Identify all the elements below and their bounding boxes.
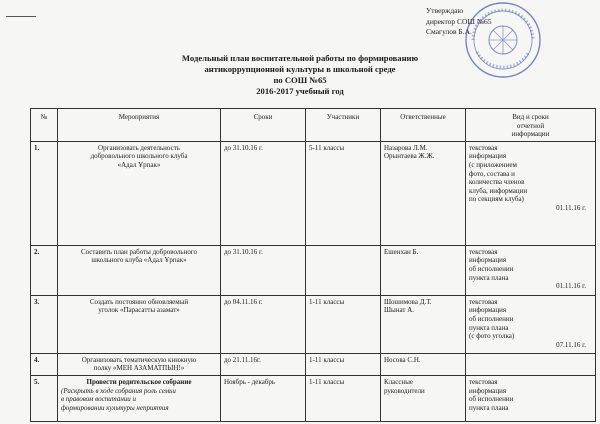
title-line-4: 2016-2017 учебный год — [256, 86, 344, 96]
row-activity — [58, 375, 221, 421]
header-deadline: Сроки — [221, 109, 306, 142]
activity-line: Составить план работы добровольного — [80, 247, 198, 256]
activity-line: формировании культуры неприятия — [61, 403, 169, 412]
title-line-3: по СОШ №65 — [273, 75, 327, 85]
activity-line: (Раскрыть в ходе собрания роль семьи — [61, 386, 176, 395]
header-report-line: информации — [511, 130, 550, 139]
responsible-line: Назарова Л.М. — [384, 143, 428, 152]
plan-table — [30, 108, 596, 422]
row-report — [466, 245, 596, 295]
responsible-line: Носова С.Н. — [384, 355, 421, 364]
header-report — [466, 109, 596, 142]
row-deadline: до 31.10.16 г. — [221, 141, 306, 245]
report-line: об исполнении — [469, 395, 514, 404]
report-line: об исполнении — [469, 264, 514, 273]
row-responsible — [381, 245, 466, 295]
table-row — [31, 375, 596, 421]
row-deadline: Ноябрь - декабрь — [221, 375, 306, 421]
table-header-row — [31, 109, 596, 142]
row-num: 5. — [31, 375, 58, 421]
row-responsible — [381, 375, 466, 421]
report-line: информация — [469, 256, 507, 265]
title-line-1: Модельный план воспитательной работы по формированию — [181, 53, 419, 63]
report-line: текстовая — [469, 377, 498, 386]
responsible-line: Орынтаева Ж.Ж. — [384, 152, 435, 161]
row-responsible — [381, 141, 466, 245]
table-row — [31, 353, 596, 375]
header-responsible: Ответственные — [381, 109, 466, 142]
report-line: об исполнении — [469, 314, 514, 323]
activity-line: добровольного школьного клуба — [90, 152, 188, 161]
row-activity — [58, 353, 221, 375]
report-line: информация — [469, 306, 507, 315]
row-activity — [58, 295, 221, 353]
responsible-line: Шынат А. — [384, 306, 415, 315]
approval-line-1: Утверждаю — [426, 6, 464, 15]
report-line: информация — [469, 152, 507, 161]
title-line-2: антикоррупционной культуры в школьной среде — [204, 64, 396, 74]
header-report-line: Вид и сроки — [512, 113, 549, 121]
table-row — [31, 141, 596, 245]
responsible-line: Шошимова Д.Т. — [384, 297, 432, 306]
row-activity — [58, 245, 221, 295]
report-date: 07.11.16 г. — [556, 340, 586, 349]
responsible-line: Ешенхан Б. — [384, 247, 419, 256]
report-line: (с фото уголка) — [469, 332, 515, 341]
activity-line: Организовать тематическую книжную — [81, 355, 197, 364]
responsible-line: руководители — [384, 386, 425, 395]
row-num: 4. — [31, 353, 58, 375]
row-report — [466, 375, 596, 421]
document-title — [130, 53, 470, 97]
row-participants: 1-11 классы — [306, 353, 381, 375]
report-line: информация — [469, 386, 507, 395]
row-responsible — [381, 295, 466, 353]
header-num: № — [31, 109, 58, 142]
corner-mark — [6, 16, 36, 17]
activity-line: «Адал Ұрпак» — [117, 160, 161, 169]
header-participants: Участники — [306, 109, 381, 142]
activity-line: полку «МЕН АЗАМАТПЫН!» — [93, 364, 185, 373]
row-deadline: до 04.11.16 г. — [221, 295, 306, 353]
row-report — [466, 141, 596, 245]
report-line: текстовая — [469, 247, 498, 256]
report-line: по секциям клуба) — [469, 195, 524, 204]
row-deadline: до 21.11.16г. — [221, 353, 306, 375]
report-line: количества членов — [469, 178, 525, 187]
report-date: 01.11.16 г. — [556, 282, 586, 291]
approval-line-3: Смагулов Б.А. — [426, 27, 472, 36]
activity-line: уголок «Парасатты азамат» — [98, 306, 180, 315]
report-line: пункта плана — [469, 273, 509, 282]
row-report — [466, 295, 596, 353]
table-row — [31, 295, 596, 353]
activity-line: школьного клуба «Адал Ұрпак» — [91, 256, 187, 265]
report-date: 01.11.16 г. — [556, 203, 586, 212]
report-line: фото, состава и — [469, 169, 515, 178]
row-participants — [306, 245, 381, 295]
row-deadline: до 31.10.16 г. — [221, 245, 306, 295]
row-num: 2. — [31, 245, 58, 295]
row-report — [466, 353, 596, 375]
header-activity: Мероприятия — [58, 109, 221, 142]
row-participants: 1-11 классы — [306, 375, 381, 421]
report-line: (с приложением — [469, 160, 517, 169]
report-line: клуба, информации — [469, 186, 528, 195]
header-report-line: отчетной — [516, 121, 545, 130]
row-responsible — [381, 353, 466, 375]
report-line: пункта плана — [469, 403, 509, 412]
report-line: текстовая — [469, 143, 498, 152]
row-participants: 5-11 классы — [306, 141, 381, 245]
approval-line-2: директор СОШ №65 — [426, 16, 492, 26]
activity-heading: Провести родительское собрание — [86, 377, 192, 386]
row-activity — [58, 141, 221, 245]
row-num: 1. — [31, 141, 58, 245]
round-school-seal-icon — [463, 0, 543, 82]
row-num: 3. — [31, 295, 58, 353]
activity-line: Создать постоянно обновляемый — [89, 297, 189, 306]
table-row — [31, 245, 596, 295]
report-line: текстовая — [469, 297, 498, 306]
report-line: пункта плана — [469, 323, 509, 332]
activity-line: Организовать деятельность — [98, 143, 180, 152]
row-participants: 1-11 классы — [306, 295, 381, 353]
activity-line: в правовом воспитании и — [61, 395, 137, 404]
responsible-line: Классные — [384, 377, 414, 386]
